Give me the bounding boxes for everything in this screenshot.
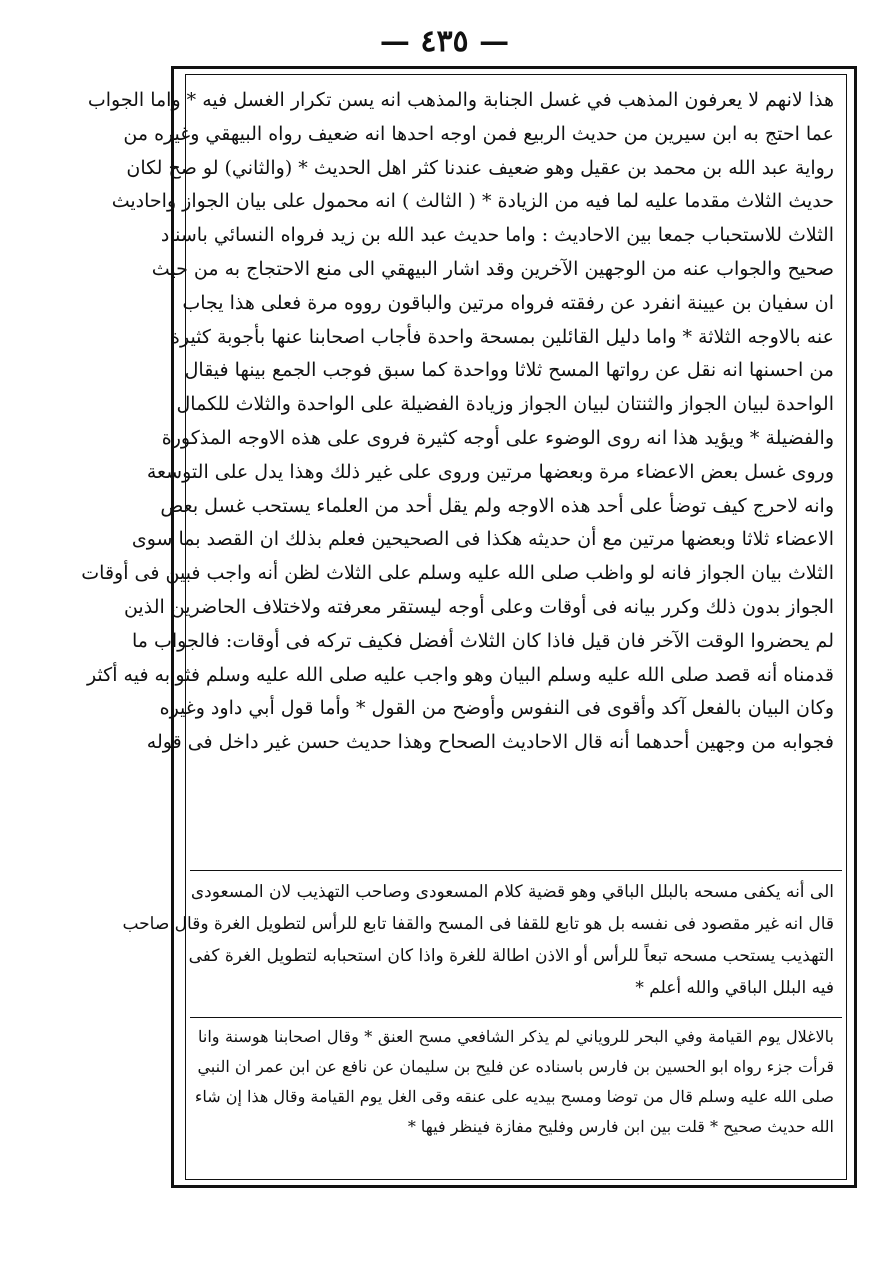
footnote-line: الى أنه يكفى مسحه بالبلل الباقي وهو قضية كلام المسعودى وصاحب التهذيب لان المسعودى [190,882,834,902]
main-text-line: وانه لاحرج كيف توضأ على أحد هذه الاوجه ولم يقل أحد من العلماء يستحب غسل بعض [160,494,834,517]
footnote-divider [190,870,842,871]
footnote-line: قال انه غير مقصود فى نفسه بل هو تابع للقفا فى المسح والقفا تابع للرأس لتطويل الغرة وقال صاحب [122,914,834,934]
main-text-line: عنه بالاوجه الثلاثة * واما دليل القائلين بمسحة واحدة فأجاب اصحابنا عنها بأجوبة كثيرة [170,325,834,348]
footnote-1 [122,876,834,1004]
main-text-line: الثلاث للاستحباب جمعا بين الاحاديث : واما حديث عبد الله بن زيد فرواه النسائي باسناد [160,224,834,247]
footnote-line: صلى الله عليه وسلم قال من توضا ومسح بيديه على عنقه وقى الغل يوم القيامة وقال هذا إن شاء [194,1087,834,1106]
main-text-line: صحيح والجواب عنه من الوجهين الآخرين وقد اشار البيهقي الى منع الاحتجاج به من حيث [151,257,834,280]
footnote-line: قرأت جزء رواه ابو الحسين بن فارس باسناده عن فليح بن سليمان عن نافع عن ابن عمر ان النبي [197,1057,834,1076]
footnote-line: الله حديث صحيح * قلت بين ابن فارس وفليح مفازة فينظر فيها * [407,1117,834,1136]
main-text-line: هذا لانهم لا يعرفون المذهب في غسل الجنابة والمذهب انه يسن تكرار الغسل فيه * واما الجواب [87,89,834,111]
main-text-line: حديث الثلاث مقدما عليه لما فيه من الزيادة * ( الثالث ) انه محمول على بيان الجواز واحاديث [111,190,834,213]
main-text-line: قدمناه أنه قصد صلى الله عليه وسلم البيان وهو واجب عليه صلى الله عليه وسلم فثوابه فيه أكثر [86,663,834,686]
footnote-line: بالاغلال يوم القيامة وفي البحر للروياني لم يذكر الشافعي مسح العنق * وقال اصحابنا هوسنة وانا [198,1027,835,1046]
main-text-line: الاعضاء ثلاثا وبعضها مرتين مع أن حديثه هكذا فى الصحيحين فعلم بذلك ان القصد بما سوى [131,528,834,551]
footnote-line: فيه البلل الباقي والله أعلم * [635,978,834,998]
main-text-line: لم يحضروا الوقت الآخر فان قيل فاذا كان الثلاث أفضل فكيف تركه فى أوقات: فالجواب ما [131,629,834,652]
main-text-line: رواية عبد الله بن محمد بن عقيل وهو ضعيف عندنا كثر اهل الحديث * (والثاني) لو صح لكان [126,156,834,179]
footnote-divider [190,1017,842,1018]
footnote-line: التهذيب يستحب مسحه تبعاً للرأس أو الاذن اطالة للغرة واذا كان استحبابه لتطويل الغرة كفى [188,946,834,966]
main-text-line: الجواز بدون ذلك وكرر بيانه فى أوقات وعلى أوجه ليستقر معرفته ولاختلاف الحاضرين الذين [123,595,834,618]
main-text-line: عما احتج به ابن سيرين من حديث الربيع فمن اوجه احدها انه ضعيف رواه البيهقي وغيره من [123,122,834,145]
main-text [81,84,834,760]
page-number: — ٤٣٥ — [379,24,510,59]
main-text-line: وكان البيان بالفعل آكد وأقوى فى النفوس وأوضح من القول * وأما قول أبي داود وغيره [159,697,834,720]
main-text-line: الثلاث بيان الجواز فانه لو واظب صلى الله عليه وسلم على الثلاث لظن أنه واجب فبين فى أوقات [81,562,834,585]
main-text-line: ان سفيان بن عيينة انفرد عن رفقته فرواه مرتين والباقون رووه مرة فعلى هذا يجاب [182,291,834,314]
main-text-line: من احسنها انه نقل عن رواتها المسح ثلاثا وواحدة كما سبق فوجب الجمع بينها فيقال [184,359,834,382]
main-text-line: وروى غسل بعض الاعضاء مرة وبعضها مرتين وروى على غير ذلك وهذا يدل على التوسعة [146,460,834,483]
main-text-line: فجوابه من وجهين أحدهما أنه قال الاحاديث الصحاح وهذا حديث حسن غير داخل فى قوله [146,731,834,754]
main-text-line: الواحدة لبيان الجواز والثنتان لبيان الجواز وزيادة الفضيلة على الواحدة والثلاث للكمال [176,393,834,416]
main-text-line: والفضيلة * ويؤيد هذا انه روى الوضوء على أوجه كثيرة فروى على هذه الاوجه المذكورة [161,426,834,449]
footnote-2 [194,1022,835,1142]
